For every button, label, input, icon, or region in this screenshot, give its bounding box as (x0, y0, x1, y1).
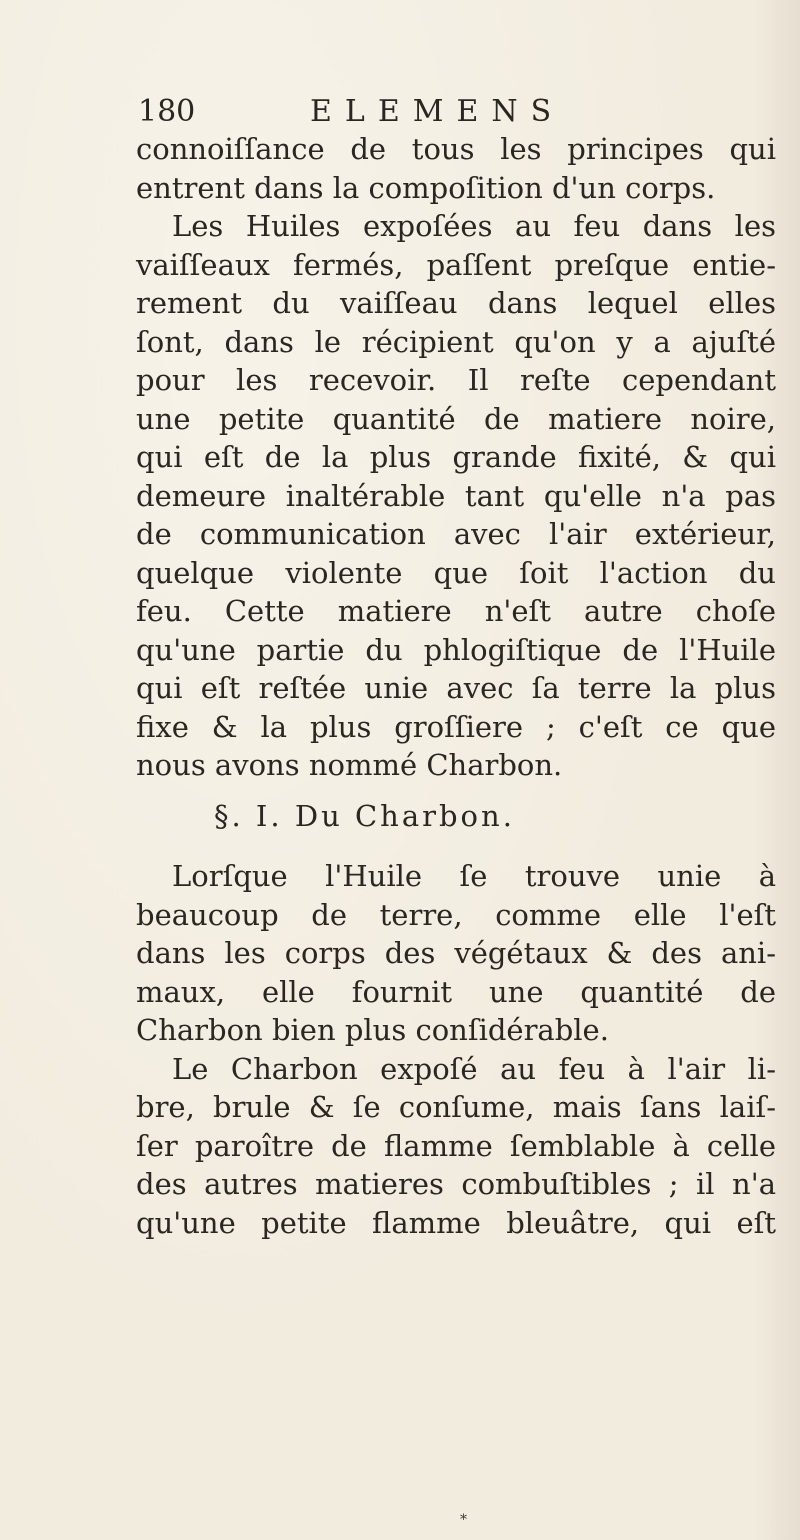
text-line: fixe & la plus groſſiere ; c'eſt ce que (136, 709, 776, 744)
text-line: demeure inaltérable tant qu'elle n'a pas (136, 478, 776, 513)
page-number: 180 (138, 94, 196, 129)
text-line: qui eſt reſtée unie avec ſa terre la plus (136, 671, 776, 705)
text-line: qu'une petite flamme bleuâtre, qui eſt (136, 1205, 776, 1240)
text-line: quelque violente que ſoit l'action du (136, 555, 776, 590)
page-header (138, 92, 758, 132)
text-line: Les Huiles expoſées au feu dans les (172, 209, 776, 243)
text-line: qu'une partie du phlogiſtique de l'Huile (136, 632, 776, 667)
text-line: maux, elle fournit une quantité de (136, 974, 776, 1009)
text-line: une petite quantité de matiere noire, (136, 401, 776, 436)
text-line: ſont, dans le récipient qu'on y a ajuſté (136, 324, 776, 359)
section-heading: §. I. Du Charbon. (214, 798, 515, 833)
text-line: qui eſt de la plus grande fixité, & qui (136, 440, 776, 474)
text-line: ſer paroître de flamme ſemblable à celle (136, 1128, 776, 1163)
body-text (136, 130, 776, 1242)
text-line: connoiſſance de tous les principes qui (136, 132, 776, 166)
text-line: dans les corps des végétaux & des ani- (136, 936, 776, 970)
text-line: feu. Cette matiere n'eſt autre choſe (136, 594, 776, 628)
footer-mark: * (460, 1512, 467, 1528)
text-line: des autres matieres combuſtibles ; il n'a (136, 1167, 776, 1201)
text-line: bre, brule & ſe conſume, mais ſans laiſ- (136, 1090, 776, 1124)
text-line: de communication avec l'air extérieur, (136, 517, 776, 551)
text-line: nous avons nommé Charbon. (136, 748, 563, 782)
text-line: Le Charbon expoſé au feu à l'air li- (172, 1051, 776, 1086)
text-line: rement du vaiſſeau dans lequel elles (136, 286, 776, 320)
text-line: Lorſque l'Huile ſe trouve unie à (172, 859, 776, 893)
text-line: Charbon bien plus conſidérable. (136, 1013, 609, 1047)
text-line: vaiſſeaux fermés, paſſent preſque entie- (136, 247, 776, 282)
running-title: ELEMENS (310, 94, 565, 129)
text-line: beaucoup de terre, comme elle l'eſt (136, 897, 776, 932)
text-line: entrent dans la compoſition d'un corps. (136, 170, 716, 205)
text-line: pour les recevoir. Il reſte cependant (136, 363, 776, 397)
